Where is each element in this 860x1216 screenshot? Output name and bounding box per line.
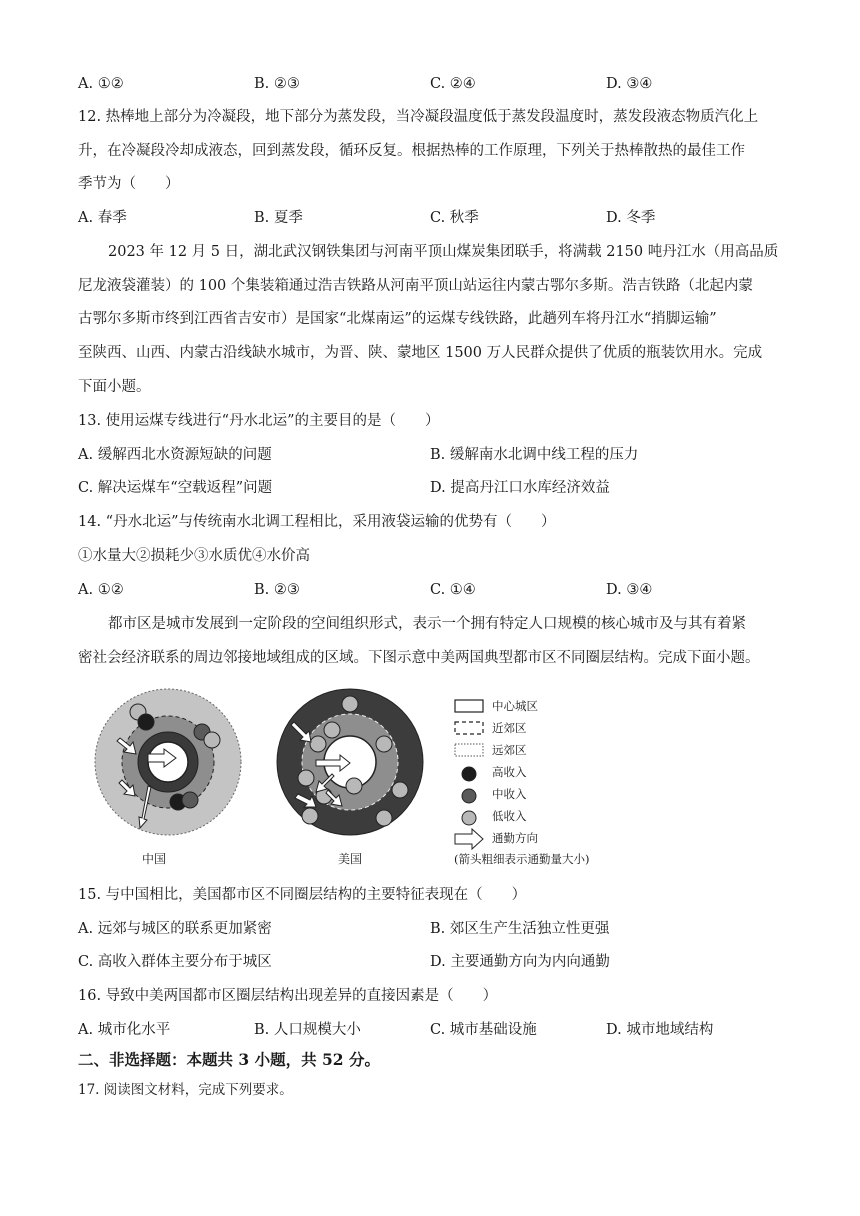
q13-option-d: D. 提高丹江口水库经济效益 [430,480,610,496]
legend-low-income-label: 低收入 [492,809,527,823]
q11-option-d: D. ③④ [606,76,653,92]
q16-option-d: D. 城市地域结构 [606,1022,714,1038]
passage1-line-4: 至陕西、山西、内蒙古沿线缺水城市，为晋、陕、蒙地区 1500 万人民群众提供了优质的瓶装饮用水。完成 [78,345,763,361]
q15-option-d: D. 主要通勤方向为内向通勤 [430,954,610,970]
q16-option-b: B. 人口规模大小 [254,1022,361,1038]
legend-outer-suburb-symbol [455,744,483,756]
legend-inner-suburb-label: 近郊区 [492,721,527,735]
q13-stem: 13. 使用运煤专线进行“丹水北运”的主要目的是（ ） [78,413,440,429]
q14-option-c: C. ①④ [430,582,476,598]
usa-low-income-dot [302,808,318,824]
legend-inner-suburb-symbol [455,722,483,734]
legend-high-income-label: 高收入 [492,765,527,779]
q15-option-a: A. 远郊与城区的联系更加紧密 [78,921,272,937]
q11-option-a: A. ①② [78,76,124,92]
passage1-line-1: 2023 年 12 月 5 日，湖北武汉钢铁集团与河南平顶山煤炭集团联手，将满载 2150 吨丹江水（用高品质 [108,244,779,260]
china-mid-income-dot [182,792,198,808]
usa-low-income-dot [310,736,326,752]
q14-items: ①水量大②损耗少③水质优④水价高 [78,548,310,564]
q13-option-c: C. 解决运煤车“空载返程”问题 [78,480,273,496]
legend-central-city-label: 中心城区 [492,699,538,713]
legend-commute-label: 通勤方向 [492,831,538,845]
usa-low-income-dot [392,782,408,798]
q15-option-c: C. 高收入群体主要分布于城区 [78,954,272,970]
q14-stem: 14. “丹水北运”与传统南水北调工程相比，采用液袋运输的优势有（ ） [78,514,556,530]
q15-stem: 15. 与中国相比，美国都市区不同圈层结构的主要特征表现在（ ） [78,887,527,903]
legend-outer-suburb-label: 远郊区 [492,743,527,757]
q15-option-b: B. 郊区生产生活独立性更强 [430,921,610,937]
caption-usa: 美国 [338,852,363,866]
q11-option-b: B. ②③ [254,76,300,92]
q12-option-b: B. 夏季 [254,210,303,226]
legend-central-city-symbol [455,700,483,712]
q12-option-a: A. 春季 [78,210,127,226]
metro-diagram-svg [78,688,638,870]
usa-low-income-dot [346,778,362,794]
legend-mid-income-dot [462,789,476,803]
usa-low-income-dot [324,722,340,738]
q12-stem-line-3: 季节为（ ） [78,176,180,192]
passage1-line-2: 尼龙液袋灌装）的 100 个集装箱通过浩吉铁路从河南平顶山站运往内蒙古鄂尔多斯。浩吉铁路（北起内蒙 [78,278,753,294]
legend-arrow-note: (箭头粗细表示通勤量大小) [454,852,590,866]
legend-low-income-dot [462,811,476,825]
metro-structure-figure [78,688,638,870]
q11-option-c: C. ②④ [430,76,476,92]
q12-stem-line-2: 升，在冷凝段冷却成液态，回到蒸发段，循环反复。根据热棒的工作原理，下列关于热棒散热的最佳工作 [78,143,745,159]
legend-symbols [455,700,483,849]
q16-option-c: C. 城市基础设施 [430,1022,537,1038]
passage2-line-1: 都市区是城市发展到一定阶段的空间组织形式，表示一个拥有特定人口规模的核心城市及与其有着紧 [108,616,746,632]
q14-option-b: B. ②③ [254,582,300,598]
q16-stem: 16. 导致中美两国都市区圈层结构出现差异的直接因素是（ ） [78,988,498,1004]
q14-option-d: D. ③④ [606,582,653,598]
usa-low-income-dot [342,696,358,712]
passage1-line-3: 古鄂尔多斯市终到江西省吉安市）是国家“北煤南运”的运煤专线铁路，此趟列车将丹江水“捎脚运输” [78,311,717,327]
usa-low-income-dot [298,770,314,786]
legend-high-income-dot [462,767,476,781]
q12-stem-line-1: 12. 热棒地上部分为冷凝段，地下部分为蒸发段，当冷凝段温度低于蒸发段温度时，蒸发段液态物质汽化上 [78,109,759,125]
usa-low-income-dot [376,736,392,752]
china-low-income-dot [204,732,220,748]
q14-option-a: A. ①② [78,582,124,598]
q12-option-d: D. 冬季 [606,210,656,226]
q16-option-a: A. 城市化水平 [78,1022,171,1038]
usa-diagram [277,689,423,835]
passage2-line-2: 密社会经济联系的周边邻接地域组成的区域。下图示意中美两国典型都市区不同圈层结构。完成下面小题。 [78,650,760,666]
china-high-income-dot [138,714,154,730]
passage1-line-5: 下面小题。 [78,379,151,395]
q13-option-b: B. 缓解南水北调中线工程的压力 [430,447,639,463]
section-heading: 二、非选择题：本题共 3 小题，共 52 分。 [78,1050,380,1069]
usa-low-income-dot [376,810,392,826]
legend-mid-income-label: 中收入 [492,787,527,801]
q12-option-c: C. 秋季 [430,210,479,226]
caption-china: 中国 [142,852,167,866]
china-diagram [95,689,241,835]
legend-commute-arrow [455,829,483,849]
q13-option-a: A. 缓解西北水资源短缺的问题 [78,447,272,463]
q17-stem: 17. 阅读图文材料，完成下列要求。 [78,1082,293,1098]
